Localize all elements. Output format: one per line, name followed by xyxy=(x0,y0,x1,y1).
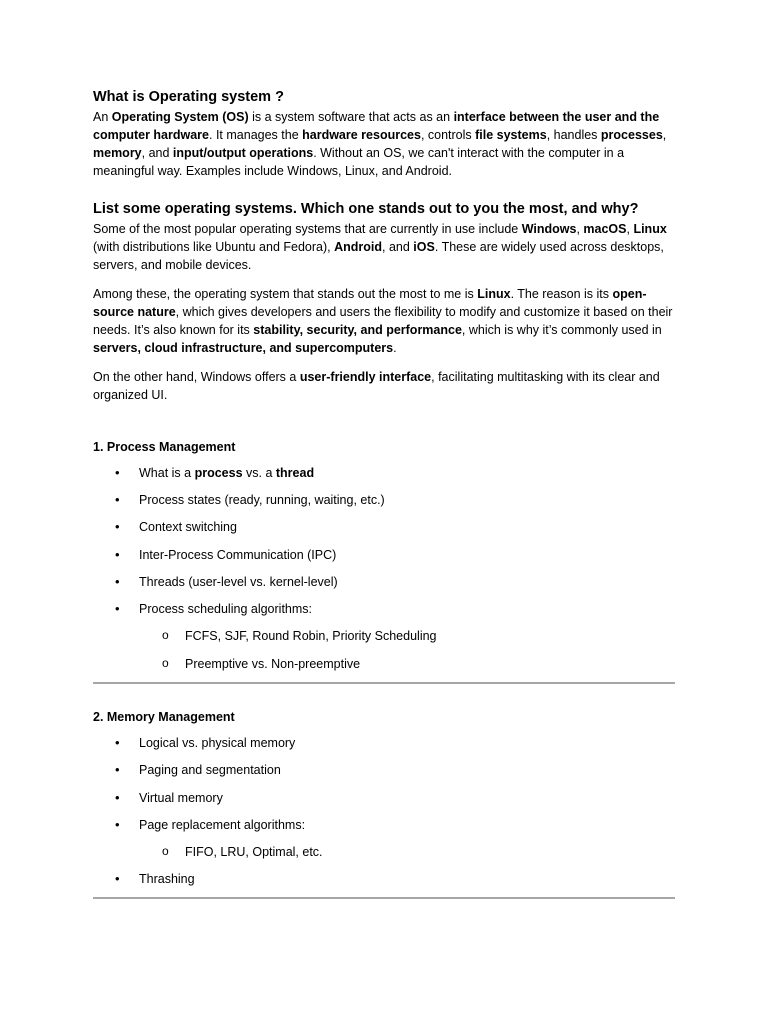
text: , and xyxy=(141,146,173,160)
text: . xyxy=(393,341,397,355)
linux-paragraph xyxy=(93,285,675,357)
bold-text: Linux xyxy=(477,287,511,301)
section-title-memory-management: 2. Memory Management xyxy=(93,710,235,725)
sub-list-item: o FCFS, SJF, Round Robin, Priority Scheduling xyxy=(139,627,675,645)
text: is a system software that acts as an xyxy=(248,110,454,124)
os-definition-paragraph xyxy=(93,108,675,180)
text: , and xyxy=(382,240,414,254)
heading-list-os: List some operating systems. Which one stands out to you the most, and why? xyxy=(93,201,639,217)
text: An xyxy=(93,110,112,124)
list-item: • Logical vs. physical memory xyxy=(93,734,675,752)
bold-text: processes xyxy=(600,128,663,142)
text: . Without an OS, we can't interact with the computer in a meaningful way. Examples include Windows, Linux, and Android. xyxy=(93,146,625,178)
text: , controls xyxy=(420,128,476,142)
bold-text: iOS xyxy=(413,240,435,254)
text: Page replacement algorithms: xyxy=(139,817,306,832)
bold-text: Android xyxy=(334,240,383,254)
bold-text: macOS xyxy=(583,222,627,236)
bold-text: thread xyxy=(275,466,315,480)
text: (with distributions like Ubuntu and Fedora), xyxy=(93,240,335,254)
text: , xyxy=(626,222,634,236)
bold-text: servers, cloud infrastructure, and supercomputers xyxy=(93,341,394,355)
heading-what-is-os: What is Operating system ? xyxy=(93,89,284,105)
list-item: • Virtual memory xyxy=(93,789,675,807)
bold-text: Windows xyxy=(521,222,577,236)
text: . The reason is its xyxy=(510,287,613,301)
text: , which gives developers and users the flexibility to modify and customize it based on their needs. It’s also known for its xyxy=(93,305,673,337)
list-item: • Inter-Process Communication (IPC) xyxy=(93,546,675,564)
popular-os-paragraph xyxy=(93,220,675,274)
list-item: • Thrashing xyxy=(93,870,675,888)
list-item: • Paging and segmentation xyxy=(93,761,675,779)
scheduling-sublist xyxy=(139,627,675,673)
horizontal-rule xyxy=(93,897,675,899)
text: Among these, the operating system that stands out the most to me is xyxy=(93,287,478,301)
text: , xyxy=(662,128,667,142)
text: Process scheduling algorithms: xyxy=(139,601,312,616)
bold-text: Linux xyxy=(633,222,667,236)
page-replacement-sublist xyxy=(139,843,675,861)
text: Some of the most popular operating systems that are currently in use include xyxy=(93,222,522,236)
process-management-list xyxy=(93,464,675,673)
text: vs. a xyxy=(242,466,276,480)
list-item: • Context switching xyxy=(93,518,675,536)
bold-text: memory xyxy=(93,146,142,160)
bold-text: stability, security, and performance xyxy=(253,323,462,337)
sub-list-item: o FIFO, LRU, Optimal, etc. xyxy=(139,843,675,861)
list-item: • Threads (user-level vs. kernel-level) xyxy=(93,573,675,591)
text: . It manages the xyxy=(209,128,303,142)
bold-text: Operating System (OS) xyxy=(111,110,249,124)
text: , xyxy=(576,222,584,236)
text: . These are widely used across desktops, servers, and mobile devices. xyxy=(93,240,664,272)
windows-paragraph xyxy=(93,368,675,404)
text: What is a xyxy=(139,466,195,480)
sub-list-item: o Preemptive vs. Non-preemptive xyxy=(139,655,675,673)
memory-management-list xyxy=(93,734,675,888)
text: , facilitating multitasking with its clear and organized UI. xyxy=(93,370,660,402)
horizontal-rule xyxy=(93,682,675,684)
list-item xyxy=(93,816,675,861)
bold-text: input/output operations xyxy=(172,146,314,160)
bold-text: process xyxy=(194,466,243,480)
list-item xyxy=(93,600,675,673)
text: , which is why it’s commonly used in xyxy=(461,323,662,337)
section-title-process-management: 1. Process Management xyxy=(93,440,236,454)
text: On the other hand, Windows offers a xyxy=(93,370,300,384)
bold-text: file systems xyxy=(475,128,547,142)
bold-text: open-source nature xyxy=(93,287,647,319)
bold-text: user-friendly interface xyxy=(299,370,432,384)
bold-text: interface between the user and the computer hardware xyxy=(93,110,660,142)
list-item: • Process states (ready, running, waiting, etc.) xyxy=(93,491,675,509)
bold-text: hardware resources xyxy=(302,128,421,142)
document-page xyxy=(93,86,675,899)
list-item xyxy=(93,464,675,482)
text: , handles xyxy=(546,128,601,142)
